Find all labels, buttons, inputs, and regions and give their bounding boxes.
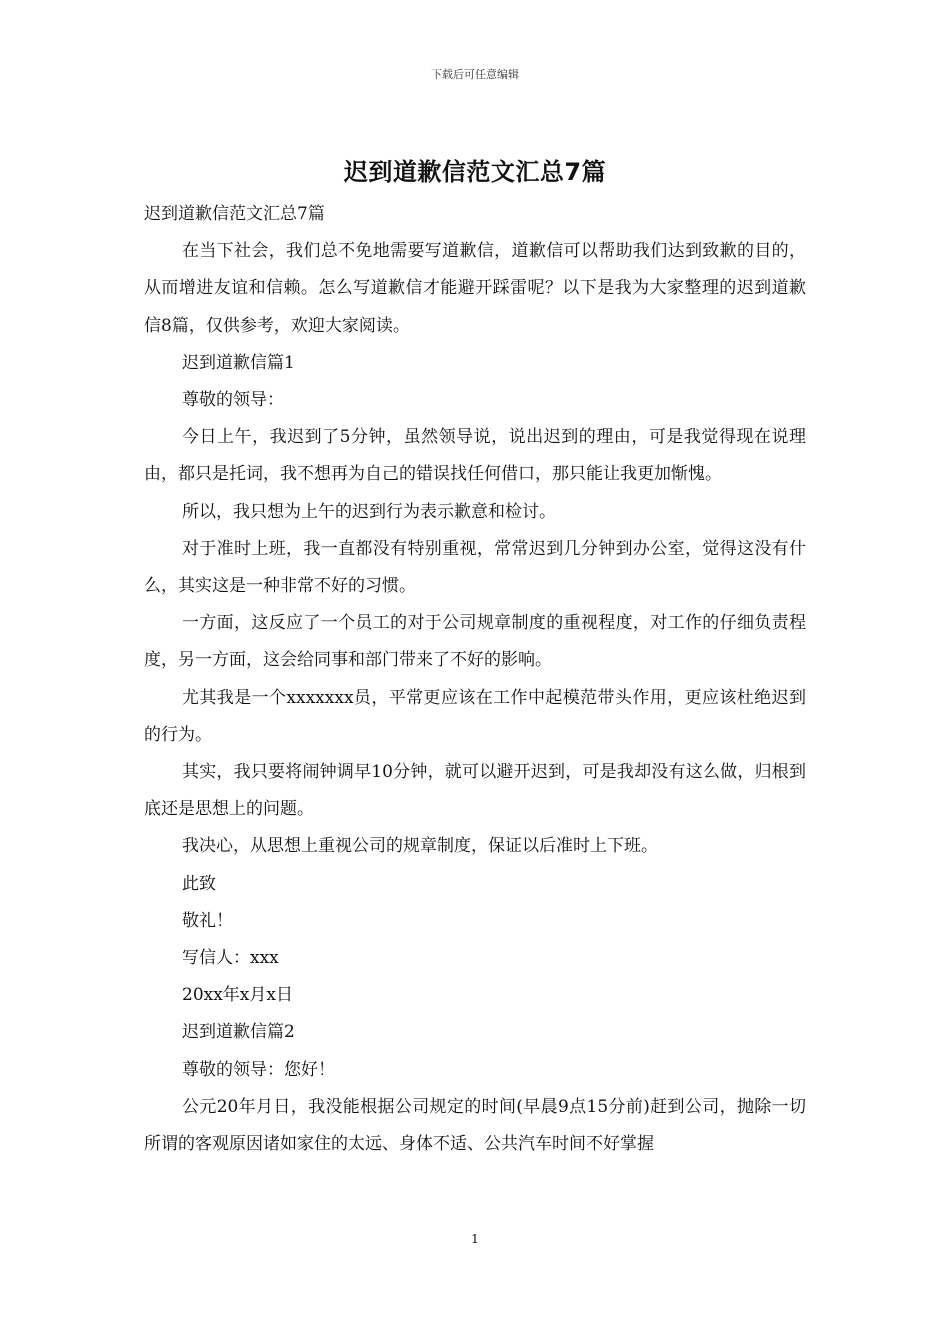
paragraph: 公元20年月日，我没能根据公司规定的时间(早晨9点15分前)赶到公司，抛除一切所谓的客观原因诸如家住的太远、身体不适、公共汽车时间不好掌握 bbox=[144, 1096, 806, 1155]
paragraph: 尤其我是一个xxxxxxx员，平常更应该在工作中起模范带头作用，更应该杜绝迟到的行为。 bbox=[144, 687, 806, 745]
paragraph: 迟到道歉信范文汇总7篇 bbox=[144, 204, 325, 224]
paragraph: 所以，我只想为上午的迟到行为表示歉意和检讨。 bbox=[182, 501, 556, 522]
salutation: 尊敬的领导： bbox=[182, 390, 284, 411]
section-heading: 迟到道歉信篇2 bbox=[182, 1022, 295, 1043]
paragraph: 其实，我只要将闹钟调早10分钟，就可以避开迟到，可是我却没有这么做，归根到底还是思想上的问题。 bbox=[144, 762, 806, 820]
document-title: 迟到道歉信范文汇总7篇 bbox=[343, 158, 607, 186]
page-number: 1 bbox=[471, 1232, 479, 1246]
paragraph: 一方面，这反应了一个员工的对于公司规章制度的重视程度，对工作的仔细负责程度，另一方面，这会给同事和部门带来了不好的影响。 bbox=[144, 613, 806, 671]
date-line: 20xx年x月x日 bbox=[182, 985, 293, 1006]
closing-line: 此致 bbox=[182, 873, 216, 894]
header-note: 下载后可任意编辑 bbox=[431, 68, 519, 81]
paragraph: 我决心，从思想上重视公司的规章制度，保证以后准时上下班。 bbox=[182, 836, 658, 857]
signature-line: 写信人：xxx bbox=[182, 948, 279, 969]
document-body bbox=[144, 196, 806, 1163]
paragraph: 对于准时上班，我一直都没有特别重视，常常迟到几分钟到办公室，觉得这没有什么，其实这是一种非常不好的习惯。 bbox=[144, 538, 806, 597]
salutation: 尊敬的领导：您好！ bbox=[182, 1059, 335, 1080]
paragraph: 今日上午，我迟到了5分钟，虽然领导说，说出迟到的理由，可是我觉得现在说理由，都只是托词，我不想再为自己的错误找任何借口，那只能让我更加惭愧。 bbox=[144, 427, 806, 485]
section-heading: 迟到道歉信篇1 bbox=[182, 352, 295, 373]
closing-line: 敬礼！ bbox=[182, 910, 233, 931]
paragraph: 在当下社会，我们总不免地需要写道歉信，道歉信可以帮助我们达到致歉的目的，从而增进友谊和信赖。怎么写道歉信才能避开踩雷呢？以下是我为大家整理的迟到道歉信8篇，仅供参考，欢迎大家阅读。 bbox=[144, 241, 806, 336]
